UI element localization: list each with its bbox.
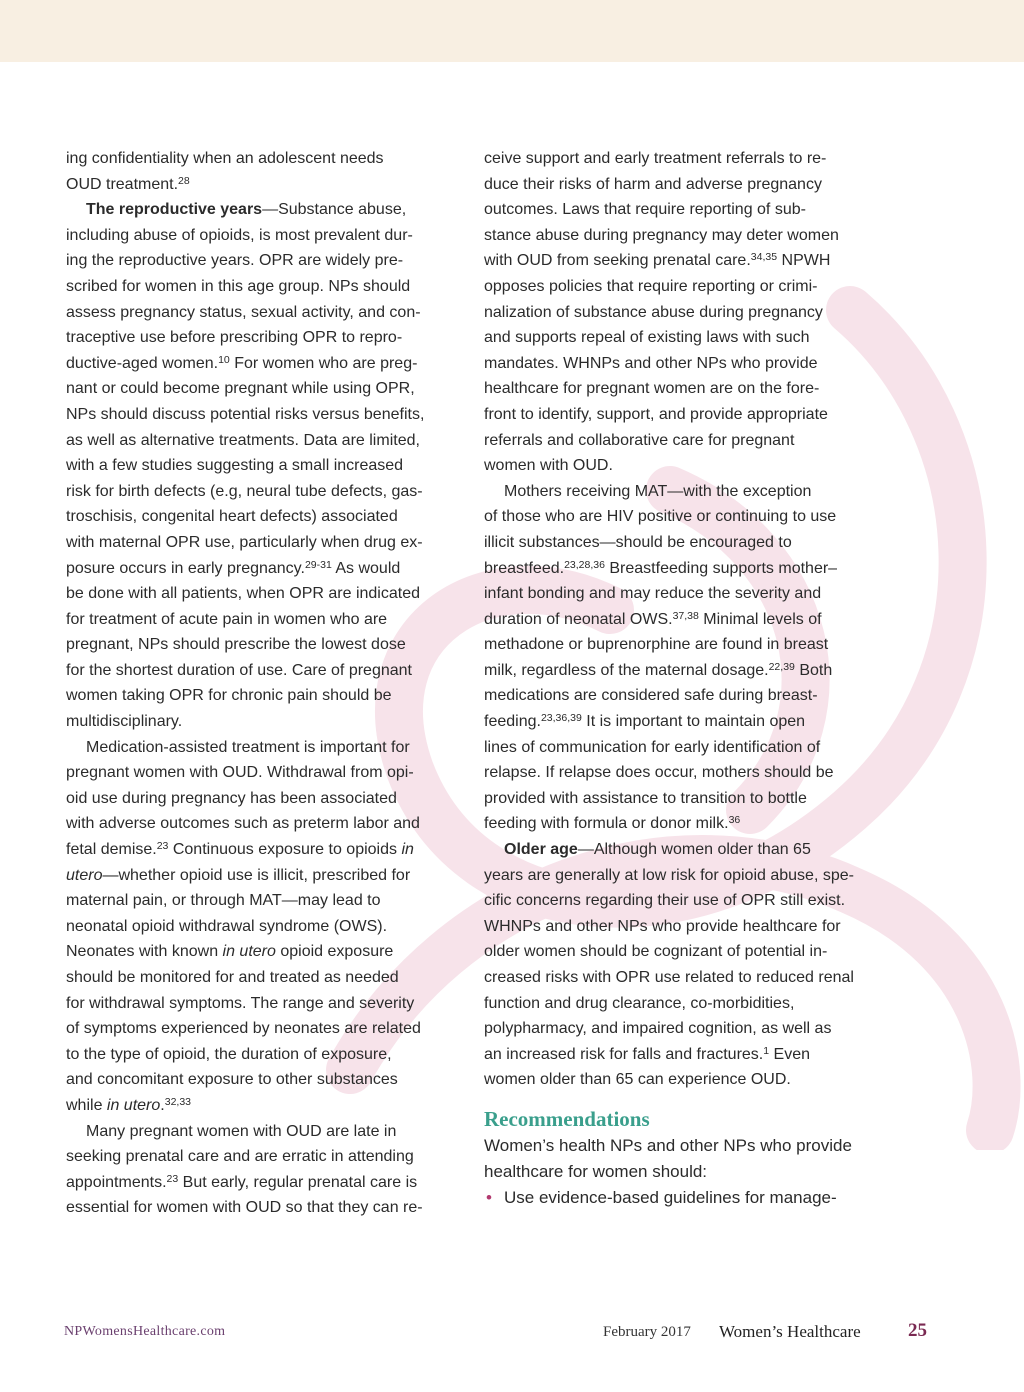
text-run: assess pregnancy status, sexual activity, and con- <box>66 303 421 321</box>
text-run: Even <box>769 1045 810 1063</box>
italic-term: in <box>401 841 414 859</box>
text-line <box>66 504 452 530</box>
text-line <box>66 632 452 658</box>
text-run: creased risks with OPR use related to reduced renal <box>484 969 854 986</box>
text-line <box>484 786 870 812</box>
text-line <box>66 197 452 223</box>
text-run: duce their risks of harm and adverse pregnancy <box>484 175 822 193</box>
citation-ref: 22,39 <box>768 660 795 673</box>
citation-ref: 37,38 <box>672 609 699 622</box>
text-run: women with OUD. <box>484 457 613 475</box>
text-run: . <box>160 1096 165 1114</box>
text-line <box>66 1093 452 1119</box>
text-run: with maternal OPR use, particularly when drug ex- <box>66 533 423 551</box>
text-line <box>484 402 870 428</box>
text-run: fetal demise. <box>66 841 157 859</box>
intro-line: Women’s health NPs and other NPs who provide <box>484 1135 852 1155</box>
text-line <box>66 581 452 607</box>
citation-ref: 23 <box>156 840 169 853</box>
citation-ref: 32,33 <box>164 1095 192 1108</box>
text-run: Neonates with known <box>66 943 223 961</box>
text-line <box>484 453 870 479</box>
text-run: women older than 65 can experience OUD. <box>484 1071 791 1089</box>
text-line <box>484 1016 870 1042</box>
text-run: with OUD from seeking prenatal care. <box>484 252 751 270</box>
text-run: to the type of opioid, the duration of exposure, <box>66 1045 392 1063</box>
text-run: breastfeed. <box>484 559 565 577</box>
text-run: methadone or buprenorphine are found in breast <box>484 636 829 654</box>
text-line <box>66 1195 452 1221</box>
text-run: including abuse of opioids, is most prevalent dur- <box>66 226 413 244</box>
text-run: Continuous exposure to opioids <box>168 841 402 859</box>
text-line <box>66 1067 452 1093</box>
text-line <box>484 530 870 556</box>
text-run: years are generally at low risk for opioid abuse, spe- <box>484 866 854 884</box>
text-line <box>66 837 452 863</box>
text-line <box>66 453 452 479</box>
text-run: nalization of substance abuse during pregnancy <box>484 303 823 321</box>
text-line <box>66 1144 452 1170</box>
citation-ref: 10 <box>218 353 230 366</box>
recommendations-intro <box>484 1133 870 1185</box>
text-run: But early, regular prenatal care is <box>178 1173 418 1191</box>
text-run: Mothers receiving MAT—with the exception <box>504 482 812 500</box>
text-run: neonatal opioid withdrawal syndrome (OWS). <box>66 917 388 935</box>
intro-line: healthcare for women should: <box>484 1161 708 1181</box>
text-run: duration of neonatal OWS. <box>484 610 673 628</box>
text-run: relapse. If relapse does occur, mothers should be <box>484 764 834 782</box>
text-run: illicit substances—should be encouraged to <box>484 533 792 551</box>
text-run: should be monitored for and treated as needed <box>66 969 399 986</box>
text-run: while <box>66 1096 107 1114</box>
citation-ref: 28 <box>178 174 190 187</box>
text-line <box>66 965 452 991</box>
section-heading: The reproductive years <box>86 201 263 219</box>
text-line <box>484 863 870 889</box>
italic-term: in utero <box>106 1096 161 1114</box>
text-line <box>484 888 870 914</box>
text-run: Breastfeeding supports mother– <box>604 559 838 577</box>
text-line <box>66 735 452 761</box>
text-run: pregnant, NPs should prescribe the lowest dose <box>66 636 406 654</box>
citation-ref: 1 <box>763 1044 770 1057</box>
recommendations-heading: Recommendations <box>484 1106 650 1131</box>
text-run: NPWH <box>777 252 831 270</box>
text-run: and supports repeal of existing laws with such <box>484 329 810 347</box>
text-run: As would <box>331 559 401 577</box>
text-run: medications are considered safe during breast- <box>484 687 818 705</box>
text-line <box>66 479 452 505</box>
text-run: essential for women with OUD so that they can re- <box>66 1199 423 1217</box>
text-run: of symptoms experienced by neonates are related <box>66 1020 421 1038</box>
text-line <box>66 786 452 812</box>
text-line <box>484 248 870 274</box>
text-run: mandates. WHNPs and other NPs who provide <box>484 354 818 372</box>
recommendation-text: Use evidence-based guidelines for manage- <box>504 1187 837 1207</box>
text-line <box>484 1042 870 1068</box>
text-run: outcomes. Laws that require reporting of sub- <box>484 201 806 219</box>
text-line <box>66 402 452 428</box>
text-run: appointments. <box>66 1173 167 1191</box>
text-run: for treatment of acute pain in women who are <box>66 610 388 628</box>
page-number: 25 <box>908 1320 927 1341</box>
text-run: —Substance abuse, <box>262 201 407 219</box>
text-run: ing the reproductive years. OPR are widely pre- <box>66 252 404 270</box>
citation-ref: 23 <box>166 1172 179 1185</box>
text-run: For women who are preg- <box>229 354 418 372</box>
citation-ref: 23,28,36 <box>564 558 605 571</box>
text-line <box>66 863 452 889</box>
text-run: NPs should discuss potential risks versus benefits, <box>66 405 425 423</box>
text-line <box>484 607 870 633</box>
footer-issue-date: February 2017 <box>603 1324 691 1340</box>
text-line <box>66 658 452 684</box>
text-line <box>484 581 870 607</box>
text-line <box>66 811 452 837</box>
text-run: milk, regardless of the maternal dosage. <box>484 661 769 679</box>
text-line <box>66 1016 452 1042</box>
citation-ref: 23,36,39 <box>540 712 582 725</box>
text-run: women taking OPR for chronic pain should be <box>66 687 392 705</box>
recommendation-item <box>484 1185 870 1211</box>
text-line <box>484 939 870 965</box>
text-run: stance abuse during pregnancy may deter women <box>484 226 839 244</box>
text-line <box>484 760 870 786</box>
top-header-band <box>0 0 1024 62</box>
bullet-icon: • <box>486 1187 492 1207</box>
text-line <box>484 735 870 761</box>
text-line <box>66 146 452 172</box>
text-line <box>66 248 452 274</box>
text-line <box>484 172 870 198</box>
text-run: multidisciplinary. <box>66 713 183 731</box>
text-run: —Although women older than 65 <box>577 841 811 859</box>
text-run: Minimal levels of <box>698 610 822 628</box>
text-line <box>484 709 870 735</box>
text-line <box>484 658 870 684</box>
text-run: opposes policies that require reporting or crimi- <box>484 277 818 295</box>
text-run: Both <box>794 661 833 679</box>
text-run: referrals and collaborative care for pregnant <box>484 431 795 449</box>
text-run: OUD treatment. <box>66 175 179 193</box>
text-run: function and drug clearance, co-morbidities, <box>484 994 795 1012</box>
text-line <box>484 479 870 505</box>
text-line <box>66 223 452 249</box>
text-line <box>484 837 870 863</box>
text-run: lines of communication for early identification of <box>484 738 821 756</box>
text-line <box>66 530 452 556</box>
text-run: It is important to maintain open <box>581 713 806 731</box>
text-run: as well as alternative treatments. Data are limited, <box>66 431 420 449</box>
text-line <box>66 914 452 940</box>
text-run: with adverse outcomes such as preterm labor and <box>66 815 420 833</box>
text-line <box>66 939 452 965</box>
text-line <box>484 351 870 377</box>
left-text-column <box>66 146 452 1221</box>
text-run: older women should be cognizant of potential in- <box>484 943 828 961</box>
text-line <box>66 1170 452 1196</box>
text-run: seeking prenatal care and are erratic in attending <box>66 1148 414 1166</box>
text-line <box>484 1067 870 1093</box>
text-line <box>66 607 452 633</box>
text-line <box>484 300 870 326</box>
text-run: risk for birth defects (e.g, neural tube defects, gas- <box>66 482 423 500</box>
text-run: infant bonding and may reduce the severity and <box>484 585 822 603</box>
text-line <box>484 683 870 709</box>
text-run: for the shortest duration of use. Care of pregnant <box>66 661 412 679</box>
text-line <box>66 376 452 402</box>
text-run: pregnant women with OUD. Withdrawal from opi- <box>66 764 414 782</box>
text-line <box>484 197 870 223</box>
text-run: polypharmacy, and impaired cognition, as well as <box>484 1020 832 1038</box>
text-line <box>66 351 452 377</box>
text-run: ceive support and early treatment referrals to re- <box>484 150 827 167</box>
text-line <box>484 274 870 300</box>
right-text-column <box>484 146 870 1211</box>
text-run: Medication-assisted treatment is important for <box>86 738 410 756</box>
text-line <box>66 325 452 351</box>
text-line <box>66 991 452 1017</box>
text-line <box>484 146 870 172</box>
text-line <box>484 428 870 454</box>
text-line <box>484 325 870 351</box>
text-line <box>484 965 870 991</box>
text-line <box>66 709 452 735</box>
text-line <box>66 300 452 326</box>
citation-ref: 34,35 <box>750 251 778 264</box>
text-run: ing confidentiality when an adolescent needs <box>66 150 384 167</box>
text-line <box>484 376 870 402</box>
text-run: feeding with formula or donor milk. <box>484 815 729 833</box>
text-run: with a few studies suggesting a small increased <box>66 457 404 475</box>
text-run: ductive-aged women. <box>66 354 219 372</box>
citation-ref: 29-31 <box>304 558 332 571</box>
text-run: and concomitant exposure to other substances <box>66 1071 398 1089</box>
text-run: WHNPs and other NPs who provide healthcare for <box>484 917 841 935</box>
text-line <box>484 556 870 582</box>
text-line <box>66 683 452 709</box>
text-run: maternal pain, or through MAT—may lead to <box>66 892 381 910</box>
text-run: provided with assistance to transition to bottle <box>484 789 807 807</box>
text-line <box>66 1119 452 1145</box>
footer-website[interactable] <box>64 1324 225 1340</box>
text-run: nant or could become pregnant while using OPR, <box>66 380 415 398</box>
text-run: be done with all patients, when OPR are indicated <box>66 585 420 603</box>
text-line <box>66 1042 452 1068</box>
text-run: opioid exposure <box>275 943 394 961</box>
citation-ref: 36 <box>728 814 741 827</box>
text-line <box>484 632 870 658</box>
text-run: of those who are HIV positive or continuing to use <box>484 508 837 526</box>
text-line <box>484 504 870 530</box>
text-run: an increased risk for falls and fractures. <box>484 1045 764 1063</box>
text-line <box>66 274 452 300</box>
italic-term: utero <box>66 866 103 884</box>
recommendations-list <box>484 1185 870 1211</box>
text-run: front to identify, support, and provide appropriate <box>484 405 828 423</box>
text-line <box>66 556 452 582</box>
text-run: Many pregnant women with OUD are late in <box>86 1122 397 1140</box>
text-run: for withdrawal symptoms. The range and severity <box>66 994 415 1012</box>
text-run: traceptive use before prescribing OPR to repro- <box>66 329 403 347</box>
text-run: scribed for women in this age group. NPs should <box>66 277 411 295</box>
text-line <box>66 888 452 914</box>
text-run: posure occurs in early pregnancy. <box>66 559 305 577</box>
text-line <box>484 223 870 249</box>
text-line <box>66 760 452 786</box>
section-heading: Older age <box>504 841 578 859</box>
text-run: troschisis, congenital heart defects) associated <box>66 508 398 526</box>
footer-magazine-name: Women’s Healthcare <box>719 1322 861 1341</box>
italic-term: in utero <box>222 943 276 961</box>
text-line <box>66 428 452 454</box>
footer-website-text: NPWomensHealthcare.com <box>64 1324 226 1339</box>
text-run: oid use during pregnancy has been associated <box>66 789 397 807</box>
text-line <box>484 914 870 940</box>
text-run: cific concerns regarding their use of OPR still exist. <box>484 892 846 910</box>
text-run: —whether opioid use is illicit, prescribed for <box>102 866 411 884</box>
text-run: healthcare for pregnant women are on the fore- <box>484 380 820 398</box>
text-run: feeding. <box>484 713 541 731</box>
text-line <box>66 172 452 198</box>
text-line <box>484 991 870 1017</box>
text-line <box>484 811 870 837</box>
